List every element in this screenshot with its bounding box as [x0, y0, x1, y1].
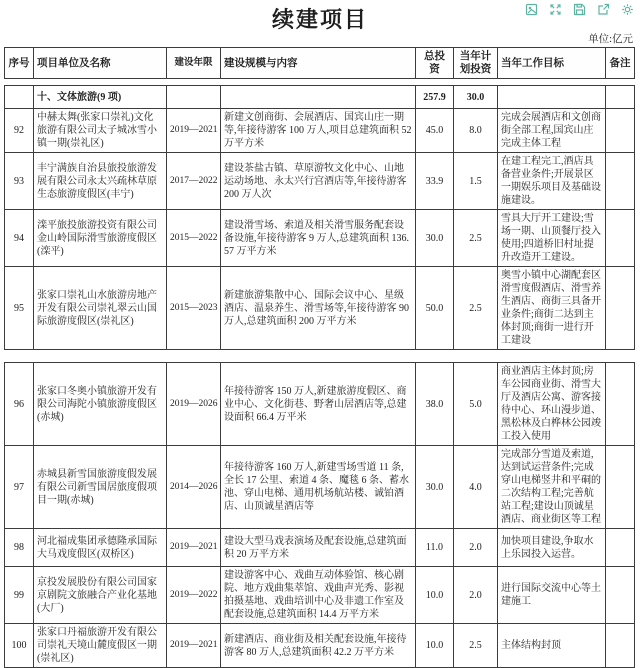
- row-total: 38.0: [416, 363, 454, 446]
- col-header-total: 总投资: [416, 48, 454, 79]
- row-content: 建设大型马戏表演场及配套设施,总建筑面积 20 万平方米: [221, 529, 416, 567]
- row-note: [606, 529, 635, 567]
- row-content: 建设茶盐古镇、草原游牧文化中心、山地运动场地、永太兴行宫酒店等,年接待游客 200 万人次: [221, 153, 416, 210]
- row-no: 96: [5, 363, 34, 446]
- summary-no: [5, 86, 34, 109]
- header-row: [5, 48, 635, 79]
- row-content: 新建文创商街、会展酒店、国宾山庄一期等,年接待游客 100 万人,项目总建筑面积 52 万平方米: [221, 109, 416, 153]
- row-content: 建设游客中心、戏曲互动体验馆、核心剧院、地方戏曲集萃馆、戏曲声光秀、影视拍摄基地、戏曲培训中心及非遗工作室及配套设施,总建筑面积 14.4 万平方米: [221, 567, 416, 624]
- row-name: 中赫太舞(张家口崇礼)文化旅游有限公司太子城冰雪小镇一期(崇礼区): [34, 109, 167, 153]
- row-content: 年接待游客 150 万人,新建旅游度假区、商业中心、文化街巷、野奢山居酒店等,总建设面积 66.4 万平米: [221, 363, 416, 446]
- summary-target: [498, 86, 606, 109]
- row-target: 商业酒店主体封顶;房车公园商业街、滑雪大厅及酒店公寓、游客接待中心、环山漫步道、黑松林及白桦林公园竣工投入使用: [498, 363, 606, 446]
- row-no: 99: [5, 567, 34, 624]
- col-header-no: 序号: [5, 48, 34, 79]
- table-row: [5, 529, 635, 567]
- page-title: 续建项目: [271, 7, 368, 32]
- row-total: 30.0: [416, 446, 454, 529]
- table-header: [4, 47, 635, 79]
- row-years: 2015—2022: [167, 210, 221, 267]
- table-section-2: [4, 362, 635, 668]
- row-plan: 2.5: [454, 624, 498, 668]
- row-note: [606, 567, 635, 624]
- row-no: 98: [5, 529, 34, 567]
- fullscreen-icon[interactable]: [549, 3, 562, 16]
- row-plan: 2.0: [454, 567, 498, 624]
- row-plan: 5.0: [454, 363, 498, 446]
- row-name: 河北福成集团承德隆承国际大马戏度假区(双桥区): [34, 529, 167, 567]
- table-row: [5, 624, 635, 668]
- col-header-target: 当年工作目标: [498, 48, 606, 79]
- row-content: 新建旅游集散中心、国际会议中心、星级酒店、温泉养生、滑雪场等,年接待游客 90 万人,总建筑面积 200 万平方米: [221, 267, 416, 350]
- share-icon[interactable]: [597, 3, 610, 16]
- row-plan: 2.5: [454, 267, 498, 350]
- table-row: [5, 109, 635, 153]
- col-header-years: 建设年限: [167, 48, 221, 79]
- row-total: 10.0: [416, 624, 454, 668]
- row-target: 进行国际交流中心等土建施工: [498, 567, 606, 624]
- row-note: [606, 267, 635, 350]
- row-note: [606, 153, 635, 210]
- row-total: 33.9: [416, 153, 454, 210]
- row-name: 张家口丹福旅游开发有限公司崇礼天境山麓度假区一期(崇礼区): [34, 624, 167, 668]
- summary-years: [167, 86, 221, 109]
- row-plan: 4.0: [454, 446, 498, 529]
- settings-icon[interactable]: [621, 3, 634, 16]
- row-name: 京投发展股份有限公司国家京剧院文旅融合产业化基地(大厂): [34, 567, 167, 624]
- row-no: 95: [5, 267, 34, 350]
- row-years: 2014—2026: [167, 446, 221, 529]
- summary-total: 257.9: [416, 86, 454, 109]
- row-plan: 2.5: [454, 210, 498, 267]
- row-no: 94: [5, 210, 34, 267]
- row-plan: 8.0: [454, 109, 498, 153]
- table-section-1: [4, 85, 635, 350]
- row-note: [606, 363, 635, 446]
- row-content: 新建酒店、商业街及相关配套设施,年接待游客 80 万人,总建筑面积 42.2 万平方米: [221, 624, 416, 668]
- row-total: 45.0: [416, 109, 454, 153]
- row-target: 完成部分雪道及索道,达到试运营条件;完成穿山电梯竖井和平硐的二次结构工程;完善航站工程;建设山顶诚星酒店、商业街区等工程: [498, 446, 606, 529]
- row-note: [606, 109, 635, 153]
- row-name: 张家口崇礼山水旅游房地产开发有限公司崇礼翠云山国际旅游度假区(崇礼区): [34, 267, 167, 350]
- row-no: 97: [5, 446, 34, 529]
- row-years: 2019—2021: [167, 529, 221, 567]
- row-plan: 2.0: [454, 529, 498, 567]
- col-header-content: 建设规模与内容: [221, 48, 416, 79]
- col-header-name: 项目单位及名称: [34, 48, 167, 79]
- table-row: [5, 210, 635, 267]
- save-icon[interactable]: [573, 3, 586, 16]
- table-row: [5, 567, 635, 624]
- row-target: 加快项目建设,争取水上乐园投入运营。: [498, 529, 606, 567]
- original-image-icon[interactable]: [525, 3, 538, 16]
- row-target: 雪具大厅开工建设;雪场一期、山顶餐厅投入使用;四道桥旧村址提升改造开工建设。: [498, 210, 606, 267]
- row-years: 2019—2021: [167, 624, 221, 668]
- row-years: 2015—2023: [167, 267, 221, 350]
- row-note: [606, 210, 635, 267]
- summary-row: [5, 86, 635, 109]
- summary-plan: 30.0: [454, 86, 498, 109]
- row-plan: 1.5: [454, 153, 498, 210]
- col-header-note: 备注: [606, 48, 635, 79]
- row-no: 92: [5, 109, 34, 153]
- row-target: 主体结构封顶: [498, 624, 606, 668]
- summary-content: [221, 86, 416, 109]
- row-name: 滦平旅投旅游投资有限公司金山岭国际滑雪旅游度假区(滦平): [34, 210, 167, 267]
- summary-name: 十、文体旅游(9 项): [34, 86, 167, 109]
- table-row: [5, 267, 635, 350]
- row-total: 30.0: [416, 210, 454, 267]
- row-target: 在建工程完工,酒店具备营业条件;开展景区一期娱乐项目及基础设施建设。: [498, 153, 606, 210]
- unit-label: 单位:亿元: [588, 34, 633, 45]
- row-no: 93: [5, 153, 34, 210]
- row-note: [606, 446, 635, 529]
- row-total: 10.0: [416, 567, 454, 624]
- row-total: 50.0: [416, 267, 454, 350]
- row-content: 建设滑雪场、索道及相关滑雪服务配套设备设施,年接待游客 9 万人,总建筑面积 136.57 万平方米: [221, 210, 416, 267]
- row-name: 张家口冬奥小镇旅游开发有限公司海陀小镇旅游度假区(赤城): [34, 363, 167, 446]
- row-years: 2019—2021: [167, 109, 221, 153]
- row-no: 100: [5, 624, 34, 668]
- row-content: 年接待游客 160 万人,新建雪场雪道 11 条,全长 17 公里、索道 4 条、魔毯 6 条、蓄水池、穿山电梯、通用机场航站楼、诚铂酒店、山顶诚星酒店等: [221, 446, 416, 529]
- row-years: 2017—2022: [167, 153, 221, 210]
- col-header-plan: 当年计划投资: [454, 48, 498, 79]
- summary-note: [606, 86, 635, 109]
- viewer-toolbar: [525, 3, 634, 16]
- table-row: [5, 153, 635, 210]
- row-target: 完成会展酒店和文创商街全部工程,国宾山庄完成主体工程: [498, 109, 606, 153]
- row-name: 赤城县新雪国旅游度假发展有限公司新雪国居旅度假项目一期(赤城): [34, 446, 167, 529]
- row-note: [606, 624, 635, 668]
- table-row: [5, 363, 635, 446]
- row-years: 2019—2026: [167, 363, 221, 446]
- row-target: 奥雪小镇中心湖配套区滑雪度假酒店、滑雪养生酒店、商街三具备开业条件;商街二达到主体封顶;商街一进行开工建设: [498, 267, 606, 350]
- row-years: 2019—2022: [167, 567, 221, 624]
- row-name: 丰宁满族自治县旅投旅游发展有限公司永太兴疏林草原生态旅游度假区(丰宁): [34, 153, 167, 210]
- table-row: [5, 446, 635, 529]
- row-total: 11.0: [416, 529, 454, 567]
